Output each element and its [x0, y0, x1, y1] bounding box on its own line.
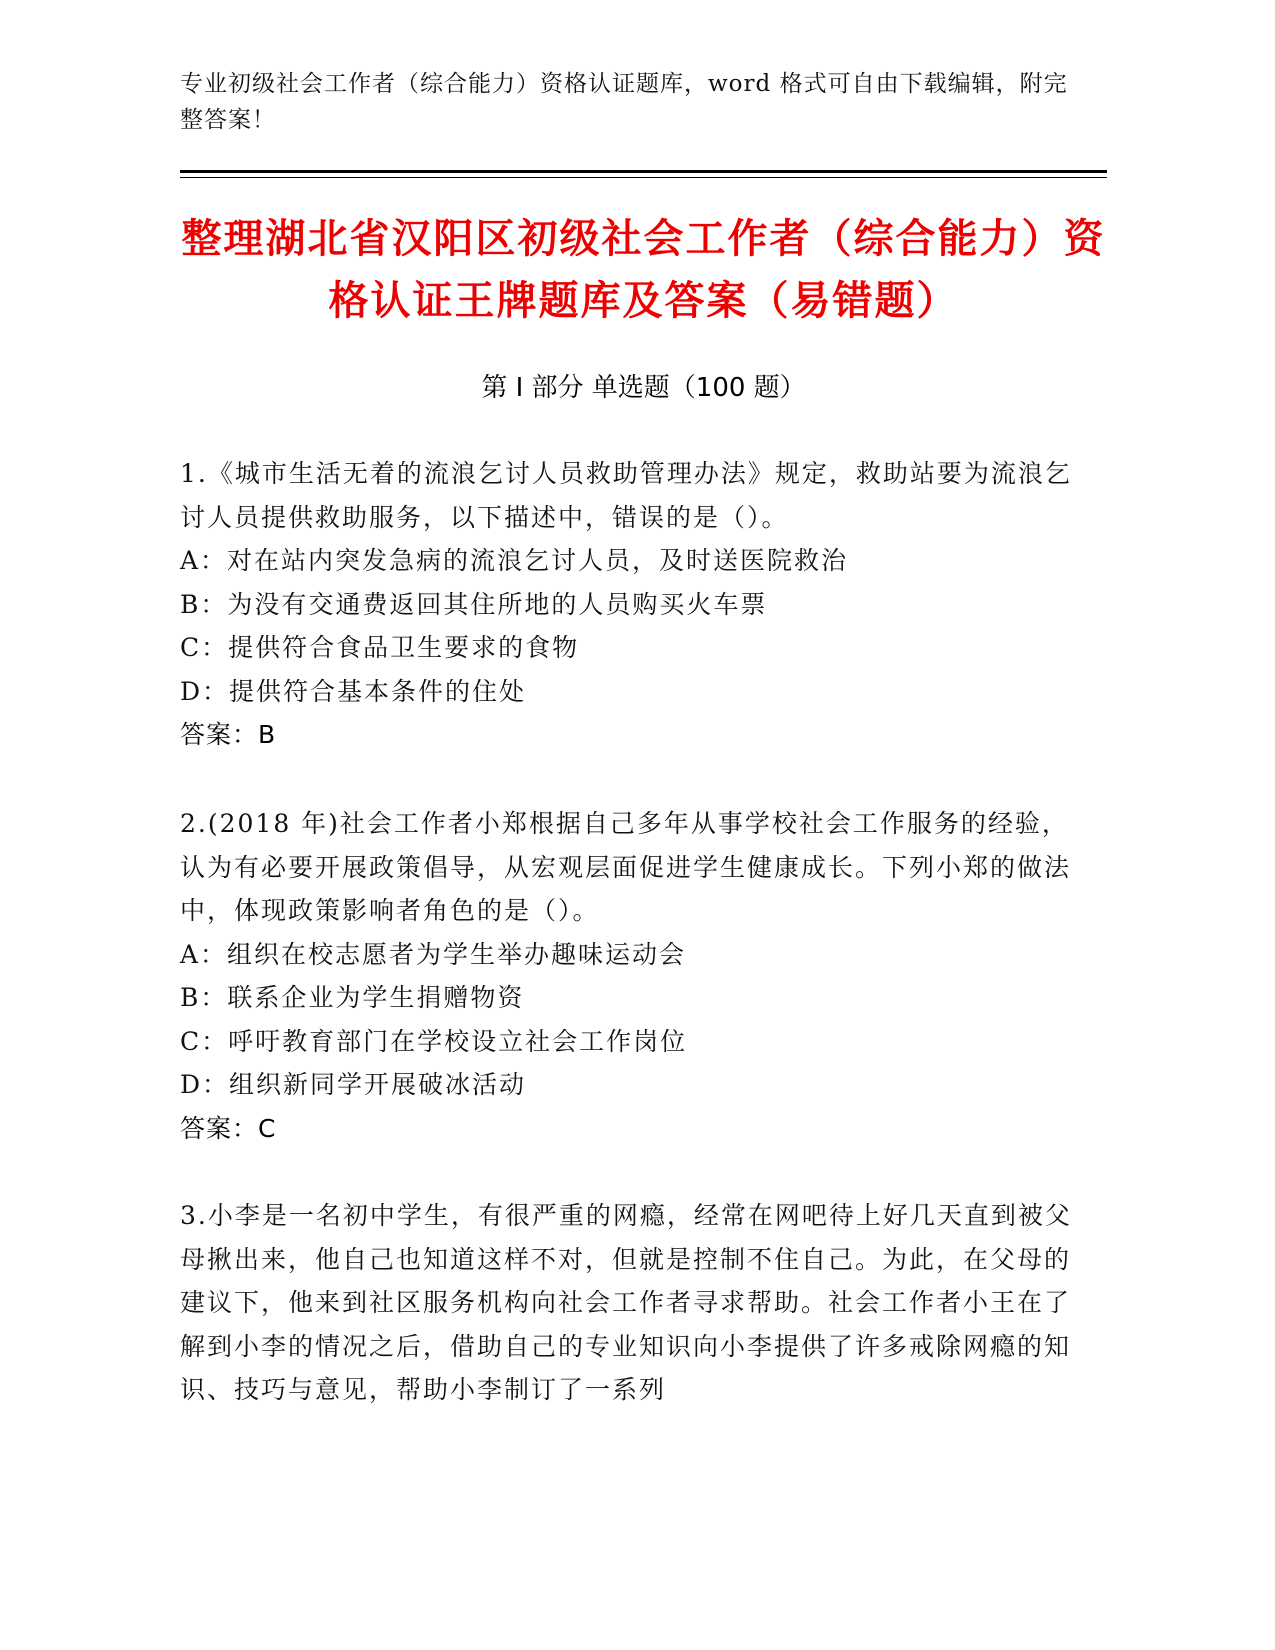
option-b: B：为没有交通费返回其住所地的人员购买火车票 — [180, 589, 768, 619]
header-divider-thick — [180, 170, 1107, 173]
option-a: A：组织在校志愿者为学生举办趣味运动会 — [180, 939, 687, 969]
question-text: 2.(2018 年)社会工作者小郑根据自己多年从事学校社会工作服务的经验，认为有必要开展政策倡导，从宏观层面促进学生健康成长。下列小郑的做法中，体现政策影响者角色的是（）。 — [180, 809, 1072, 925]
option-d: D：提供符合基本条件的住处 — [180, 676, 527, 706]
question-2 — [180, 802, 1080, 1150]
question-1 — [180, 452, 1080, 757]
option-a: A：对在站内突发急病的流浪乞讨人员，及时送医院救治 — [180, 546, 849, 575]
option-b: B：联系企业为学生捐赠物资 — [180, 983, 525, 1012]
header-divider-thin — [180, 177, 1107, 178]
question-text: 1.《城市生活无着的流浪乞讨人员救助管理办法》规定，救助站要为流浪乞讨人员提供救助服务，以下描述中，错误的是（）。 — [180, 459, 1072, 532]
document-title: 整理湖北省汉阳区初级社会工作者（综合能力）资格认证王牌题库及答案（易错题） — [181, 216, 1106, 324]
question-text: 3.小李是一名初中学生，有很严重的网瘾，经常在网吧待上好几天直到被父母揪出来，他自己也知道这样不对，但就是控制不住自己。为此，在父母的建议下，他来到社区服务机构向社会工作者寻求帮助。社会工作者小王在了解到小李的情况之后，借助自己的专业知识向小李提供了许多戒除网瘾的知识、技巧与意见，帮助小李制订了一系列 — [180, 1201, 1072, 1404]
answer: 答案：B — [180, 720, 277, 749]
option-c: C：呼吁教育部门在学校设立社会工作岗位 — [180, 1026, 688, 1056]
question-3 — [180, 1194, 1080, 1412]
option-d: D：组织新同学开展破冰活动 — [180, 1070, 527, 1099]
option-c: C：提供符合食品卫生要求的食物 — [180, 633, 580, 662]
answer: 答案：C — [180, 1113, 277, 1143]
section-title: 第 I 部分 单选题（100 题） — [481, 373, 806, 403]
header-note: 专业初级社会工作者（综合能力）资格认证题库，word 格式可自由下载编辑，附完整答案！ — [180, 71, 1068, 133]
